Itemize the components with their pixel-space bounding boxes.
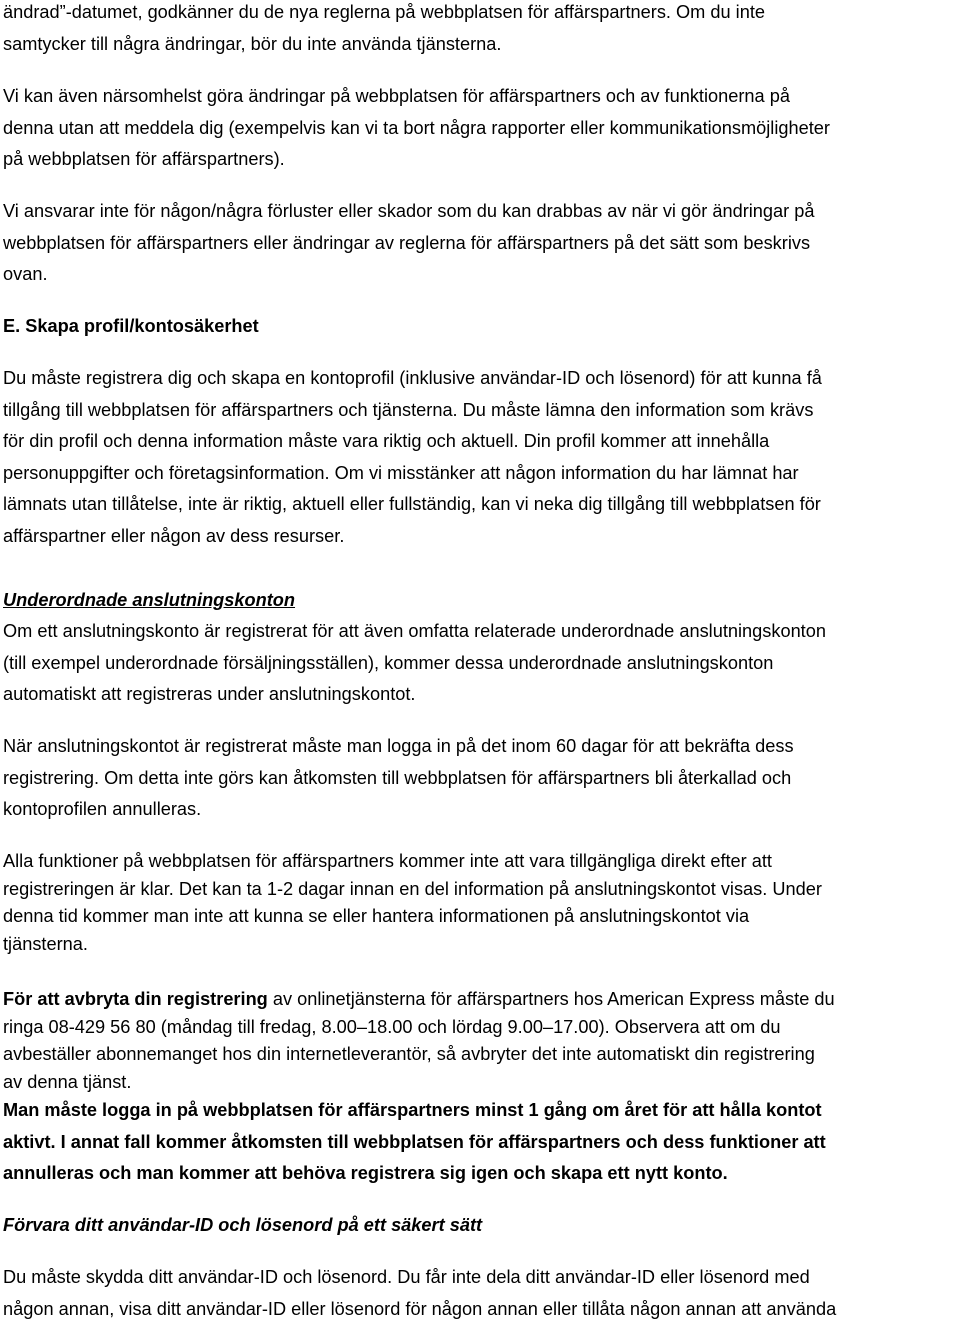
paragraph-sub-accounts: Om ett anslutningskonto är registrerat för att även omfatta relaterade underordnade anslutningskonton (till exempel underordnade försäljningsställen), kommer dessa underordnade anslutningskonton automatiskt att registreras under anslutningskontot. <box>3 621 826 704</box>
paragraph-protect-credentials: Du måste skydda ditt användar-ID och lösenord. Du får inte dela ditt användar-ID eller lösenord med någon annan, visa ditt användar-ID eller lösenord för någon annan eller tillåta någon annan att använda <box>3 1267 837 1319</box>
cancel-registration-text: av onlinetjänsterna för affärspartners hos American Express måste du ringa 08-429 56 80 (måndag till fredag, 8.00–18.00 och lördag 9.00–17.00). Observera att om du avbeställer abonnemanget hos din internetleverantör, så avbryter det inte automatiskt din registrering av denna tjänst. <box>3 989 835 1092</box>
paragraph-site-changes: Vi kan även närsomhelst göra ändringar på webbplatsen för affärspartners och av funktionerna på denna utan att meddela dig (exempelvis kan vi ta bort några rapporter eller kommunikationsmöjligheter på webbplatsen för affärspartners). <box>3 86 830 169</box>
paragraph-functions-availability: Alla funktioner på webbplatsen för affärspartners kommer inte att vara tillgängliga direkt efter att registreringen är klar. Det kan ta 1-2 dagar innan en del information på anslutningskontot visas. Under denna tid kommer man inte att kunna se eller hantera informationen på anslutningskontot via tjänsterna. <box>3 851 822 954</box>
section-heading-profile-security: E. Skapa profil/kontosäkerhet <box>3 316 259 336</box>
paragraph-yearly-login: Man måste logga in på webbplatsen för affärspartners minst 1 gång om året för att hålla kontot aktivt. I annat fall kommer åtkomsten till webbplatsen för affärspartners och dess funktioner att annulleras och man kommer att behöva registrera sig igen och skapa ett nytt konto. <box>3 1100 826 1183</box>
subheading-sub-accounts: Underordnade anslutningskonton <box>3 590 296 610</box>
paragraph-liability: Vi ansvarar inte för någon/några förluster eller skador som du kan drabbas av när vi gör ändringar på webbplatsen för affärspartners eller ändringar av reglerna för affärspartners på det sätt som beskrivs ovan. <box>3 201 815 284</box>
paragraph-register-profile: Du måste registrera dig och skapa en kontoprofil (inklusive användar-ID och lösenord) för att kunna få tillgång till webbplatsen för affärspartners och tjänsterna. Du måste lämna den information som krävs för din profil och denna information måste vara riktig och aktuell. Din profil kommer att innehålla personuppgifter och företagsinformation. Om vi misstänker att någon information du har lämnat har lämnats utan tillåtelse, inte är riktig, aktuell eller fullständig, kan vi neka dig tillgång till webbplatsen för affärspartner eller någon av dess resurser. <box>3 368 822 546</box>
paragraph-changes-acceptance: ändrad”-datumet, godkänner du de nya reglerna på webbplatsen för affärspartners. Om du inte samtycker till några ändringar, bör du inte använda tjänsterna. <box>3 2 765 54</box>
paragraph-cancel-registration <box>3 986 958 1096</box>
paragraph-login-60-days: När anslutningskontot är registrerat måste man logga in på det inom 60 dagar för att bekräfta dess registrering. Om detta inte görs kan åtkomsten till webbplatsen för affärspartners bli återkallad och kontoprofilen annulleras. <box>3 736 794 819</box>
cancel-registration-emphasis: För att avbryta din registrering <box>3 989 268 1009</box>
subheading-store-credentials: Förvara ditt användar-ID och lösenord på ett säkert sätt <box>3 1215 483 1235</box>
